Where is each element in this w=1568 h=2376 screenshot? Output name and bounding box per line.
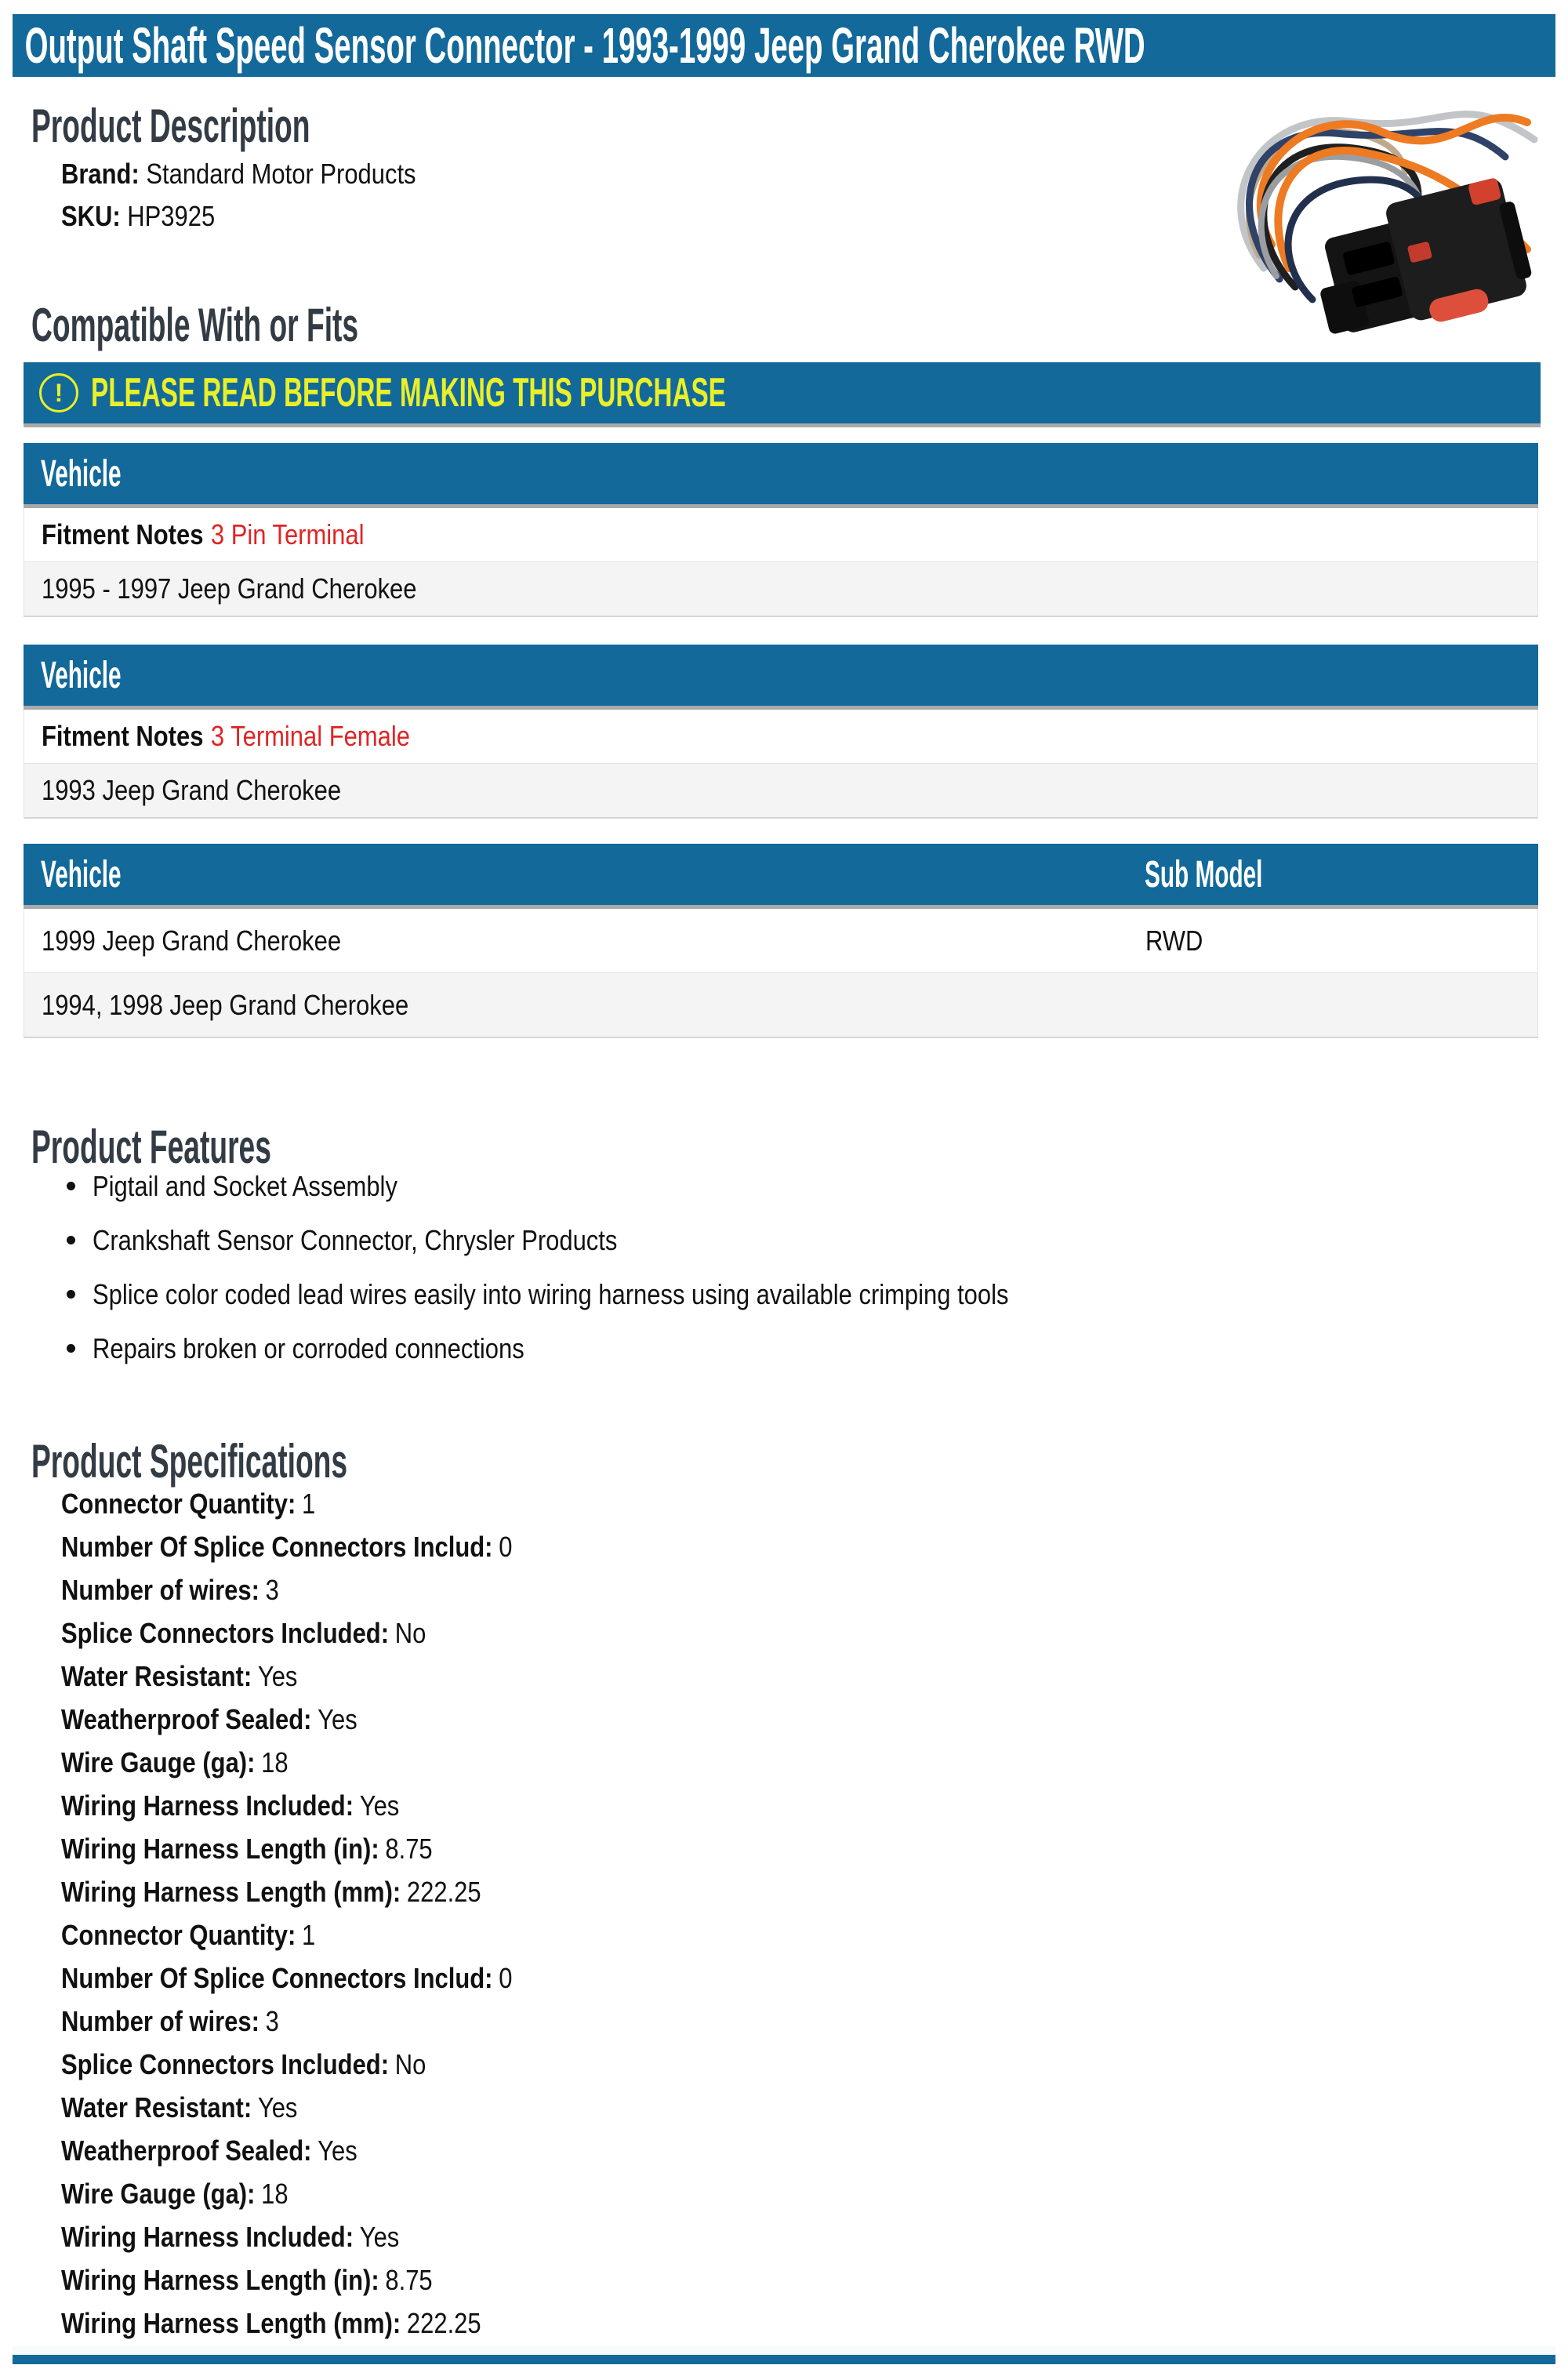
spec-value: Yes xyxy=(359,1789,400,1822)
vehicle-cell: 1999 Jeep Grand Cherokee xyxy=(42,924,342,957)
spec-value: 18 xyxy=(261,2178,289,2210)
bullet-icon xyxy=(67,1344,75,1353)
table-header xyxy=(24,443,1538,508)
table-row xyxy=(24,909,1538,973)
feature-text: Pigtail and Socket Assembly xyxy=(93,1169,397,1202)
feature-text: Crankshaft Sensor Connector, Chrysler Products xyxy=(93,1223,618,1256)
spec-value: No xyxy=(394,1617,426,1649)
table-row xyxy=(24,508,1538,562)
spec-label: Wiring Harness Included: xyxy=(61,1789,354,1822)
compatible-heading: Compatible With or Fits xyxy=(31,299,359,351)
connector-pigtail-image xyxy=(1217,78,1540,358)
fitment-notes-label: Fitment Notes xyxy=(42,720,204,752)
spec-value: 1 xyxy=(302,1919,316,1951)
spec-value: Yes xyxy=(318,1703,358,1735)
spec-label: Wire Gauge (ga): xyxy=(61,1746,256,1778)
fitment-notes-value: 3 Terminal Female xyxy=(210,720,410,752)
feature-list xyxy=(67,1171,1158,1387)
spec-value: Yes xyxy=(257,1660,298,1692)
brand-value: Standard Motor Products xyxy=(146,158,416,190)
brand-label: Brand: xyxy=(61,158,140,190)
vehicle-header: Vehicle xyxy=(41,452,122,495)
spec-label: Wiring Harness Length (mm): xyxy=(61,1876,401,1908)
spec-row xyxy=(61,1870,586,1913)
fitment-table-1 xyxy=(24,443,1538,617)
feature-text: Splice color coded lead wires easily into wiring harness using available crimping tools xyxy=(93,1277,1009,1310)
page-title-bar xyxy=(13,14,1555,77)
exclamation-circle-icon: ! xyxy=(39,373,78,412)
spec-value: Yes xyxy=(257,2091,298,2124)
fitment-table-2 xyxy=(24,645,1538,819)
vehicle-cell: 1995 - 1997 Jeep Grand Cherokee xyxy=(42,572,417,605)
submodel-cell: RWD xyxy=(1145,924,1203,957)
brand-line xyxy=(61,155,474,193)
spec-value: No xyxy=(394,2048,426,2080)
spec-row xyxy=(61,1956,586,2000)
page-title: Output Shaft Speed Sensor Connector - 1993-1999 Jeep Grand Cherokee RWD xyxy=(24,17,1145,74)
spec-value: 1 xyxy=(302,1488,316,1520)
spec-value: 222.25 xyxy=(406,1876,481,1908)
spec-row xyxy=(61,1827,586,1870)
product-description-heading: Product Description xyxy=(31,100,310,152)
table-row xyxy=(24,764,1538,819)
bullet-icon xyxy=(67,1182,75,1190)
spec-label: Connector Quantity: xyxy=(61,1488,296,1520)
table-row xyxy=(24,973,1538,1038)
spec-row xyxy=(61,2302,586,2345)
spec-label: Wire Gauge (ga): xyxy=(61,2178,256,2210)
warning-text: PLEASE READ BEFORE MAKING THIS PURCHASE xyxy=(91,370,726,416)
spec-row xyxy=(61,1482,586,1525)
spec-value: 0 xyxy=(499,1962,513,1994)
feature-text: Repairs broken or corroded connections xyxy=(93,1332,524,1364)
fitment-table-3 xyxy=(24,844,1538,1038)
spec-row xyxy=(61,2172,586,2215)
spec-value: Yes xyxy=(359,2221,400,2253)
feature-item xyxy=(67,1279,1158,1310)
spec-row xyxy=(61,1611,586,1655)
spec-row xyxy=(61,2215,586,2258)
bullet-icon xyxy=(67,1236,75,1244)
feature-item xyxy=(67,1225,1158,1255)
spec-label: Splice Connectors Included: xyxy=(61,1617,390,1649)
table-row xyxy=(24,562,1538,617)
spec-row xyxy=(61,2086,586,2129)
sku-label: SKU: xyxy=(61,200,121,232)
vehicle-cell: 1993 Jeep Grand Cherokee xyxy=(42,774,342,806)
fitment-notes-label: Fitment Notes xyxy=(42,518,204,550)
table-row xyxy=(24,710,1538,764)
spec-label: Number of wires: xyxy=(61,1574,260,1606)
spec-row xyxy=(61,1525,586,1568)
purchase-warning-banner xyxy=(24,362,1541,427)
vehicle-header: Vehicle xyxy=(41,654,122,696)
submodel-header: Sub Model xyxy=(1145,853,1263,896)
vehicle-header: Vehicle xyxy=(41,853,122,896)
spec-value: 8.75 xyxy=(385,2264,433,2296)
sku-line xyxy=(61,198,240,235)
spec-row xyxy=(61,2258,586,2302)
spec-label: Connector Quantity: xyxy=(61,1919,296,1951)
spec-label: Number Of Splice Connectors Includ: xyxy=(61,1962,493,1994)
bullet-icon xyxy=(67,1290,75,1299)
spec-label: Water Resistant: xyxy=(61,1660,252,1692)
table-header xyxy=(24,645,1538,710)
spec-row xyxy=(61,2129,586,2172)
spec-value: 222.25 xyxy=(406,2307,481,2339)
spec-value: 3 xyxy=(265,1574,279,1606)
spec-label: Wiring Harness Length (mm): xyxy=(61,2307,401,2339)
feature-item xyxy=(67,1333,1158,1364)
product-specifications-heading: Product Specifications xyxy=(31,1435,348,1488)
spec-row xyxy=(61,1655,586,1698)
product-features-heading: Product Features xyxy=(31,1121,271,1173)
spec-label: Water Resistant: xyxy=(61,2091,252,2124)
fitment-notes-value: 3 Pin Terminal xyxy=(210,518,365,550)
spec-value: Yes xyxy=(318,2134,358,2167)
footer-accent-bar xyxy=(13,2355,1555,2364)
spec-label: Wiring Harness Length (in): xyxy=(61,1833,379,1865)
spec-label: Wiring Harness Length (in): xyxy=(61,2264,379,2296)
table-header xyxy=(24,844,1538,909)
feature-item xyxy=(67,1171,1158,1201)
spec-label: Weatherproof Sealed: xyxy=(61,1703,312,1735)
spec-label: Wiring Harness Included: xyxy=(61,2221,354,2253)
spec-value: 3 xyxy=(265,2005,279,2037)
spec-row xyxy=(61,1698,586,1741)
spec-row xyxy=(61,2043,586,2086)
spec-row xyxy=(61,1784,586,1827)
spec-value: 8.75 xyxy=(385,1833,433,1865)
spec-label: Number Of Splice Connectors Includ: xyxy=(61,1531,493,1563)
product-photo xyxy=(1217,78,1540,358)
spec-label: Splice Connectors Included: xyxy=(61,2048,390,2080)
spec-value: 18 xyxy=(261,1746,289,1778)
sku-value: HP3925 xyxy=(127,200,216,232)
vehicle-cell: 1994, 1998 Jeep Grand Cherokee xyxy=(42,988,409,1021)
spec-list xyxy=(61,1482,586,2345)
spec-row xyxy=(61,1913,586,1956)
spec-row xyxy=(61,1741,586,1784)
spec-row xyxy=(61,1568,586,1611)
spec-row xyxy=(61,2000,586,2043)
spec-label: Weatherproof Sealed: xyxy=(61,2134,312,2167)
spec-value: 0 xyxy=(499,1531,513,1563)
footer-tint-strip xyxy=(13,2346,1555,2355)
spec-label: Number of wires: xyxy=(61,2005,260,2037)
